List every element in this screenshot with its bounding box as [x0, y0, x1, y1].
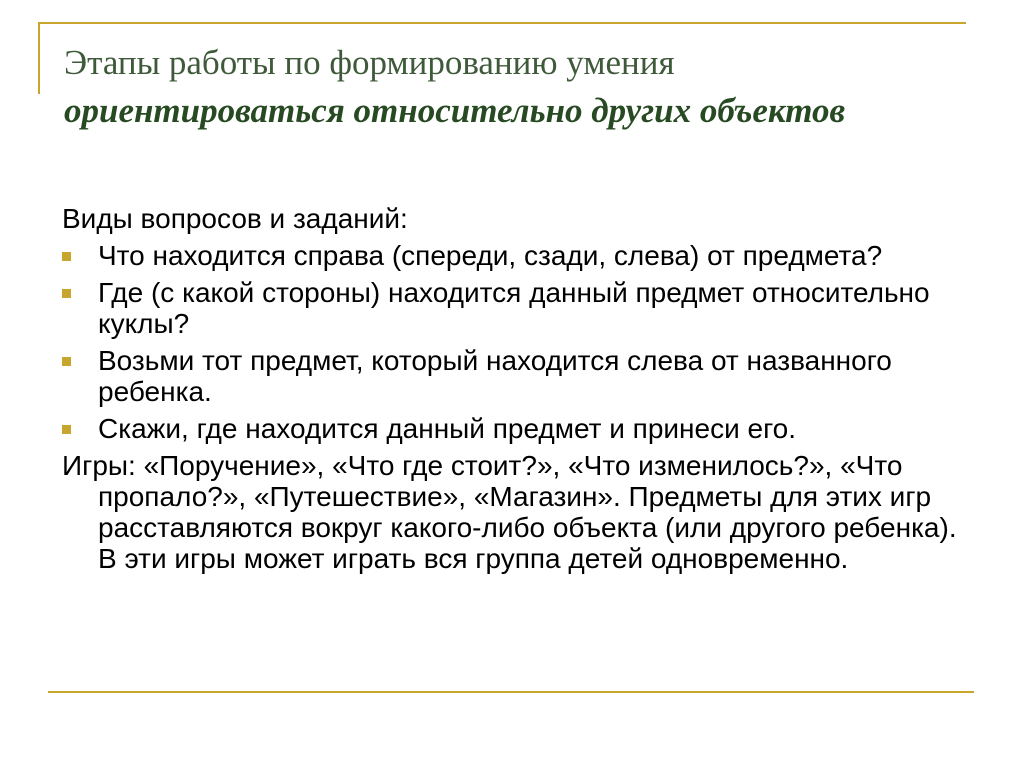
slide-content [62, 203, 982, 574]
slide-title [64, 40, 964, 136]
list-item-text: Возьми тот предмет, который находится слева от названного ребенка. [98, 345, 892, 407]
intro-text: Виды вопросов и заданий: [62, 203, 408, 234]
square-bullet-icon [62, 252, 71, 261]
list-item [62, 240, 982, 271]
top-decorative-rule [38, 22, 966, 24]
list-item [62, 413, 982, 444]
bottom-decorative-rule [48, 691, 974, 693]
list-item-text: Скажи, где находится данный предмет и принеси его. [98, 413, 797, 444]
task-list [62, 240, 982, 444]
title-line-2: ориентироваться относительно других объектов [64, 91, 846, 130]
list-item-text: Где (с какой стороны) находится данный предмет относительно куклы? [98, 277, 930, 339]
list-item [62, 277, 982, 339]
list-item [62, 345, 982, 407]
left-decorative-rule [38, 22, 40, 94]
square-bullet-icon [62, 425, 71, 434]
list-item-text: Что находится справа (спереди, сзади, слева) от предмета? [98, 240, 883, 271]
games-paragraph: Игры: «Поручение», «Что где стоит?», «Что изменилось?», «Что пропало?», «Путешествие», «Магазин». Предметы для этих игр расставляются вокруг какого-либо объекта (или другого ребенка). В эти игры может играть вся группа детей одновременно. [62, 450, 957, 574]
square-bullet-icon [62, 289, 71, 298]
title-line-1: Этапы работы по формированию умения [64, 43, 675, 82]
square-bullet-icon [62, 357, 71, 366]
